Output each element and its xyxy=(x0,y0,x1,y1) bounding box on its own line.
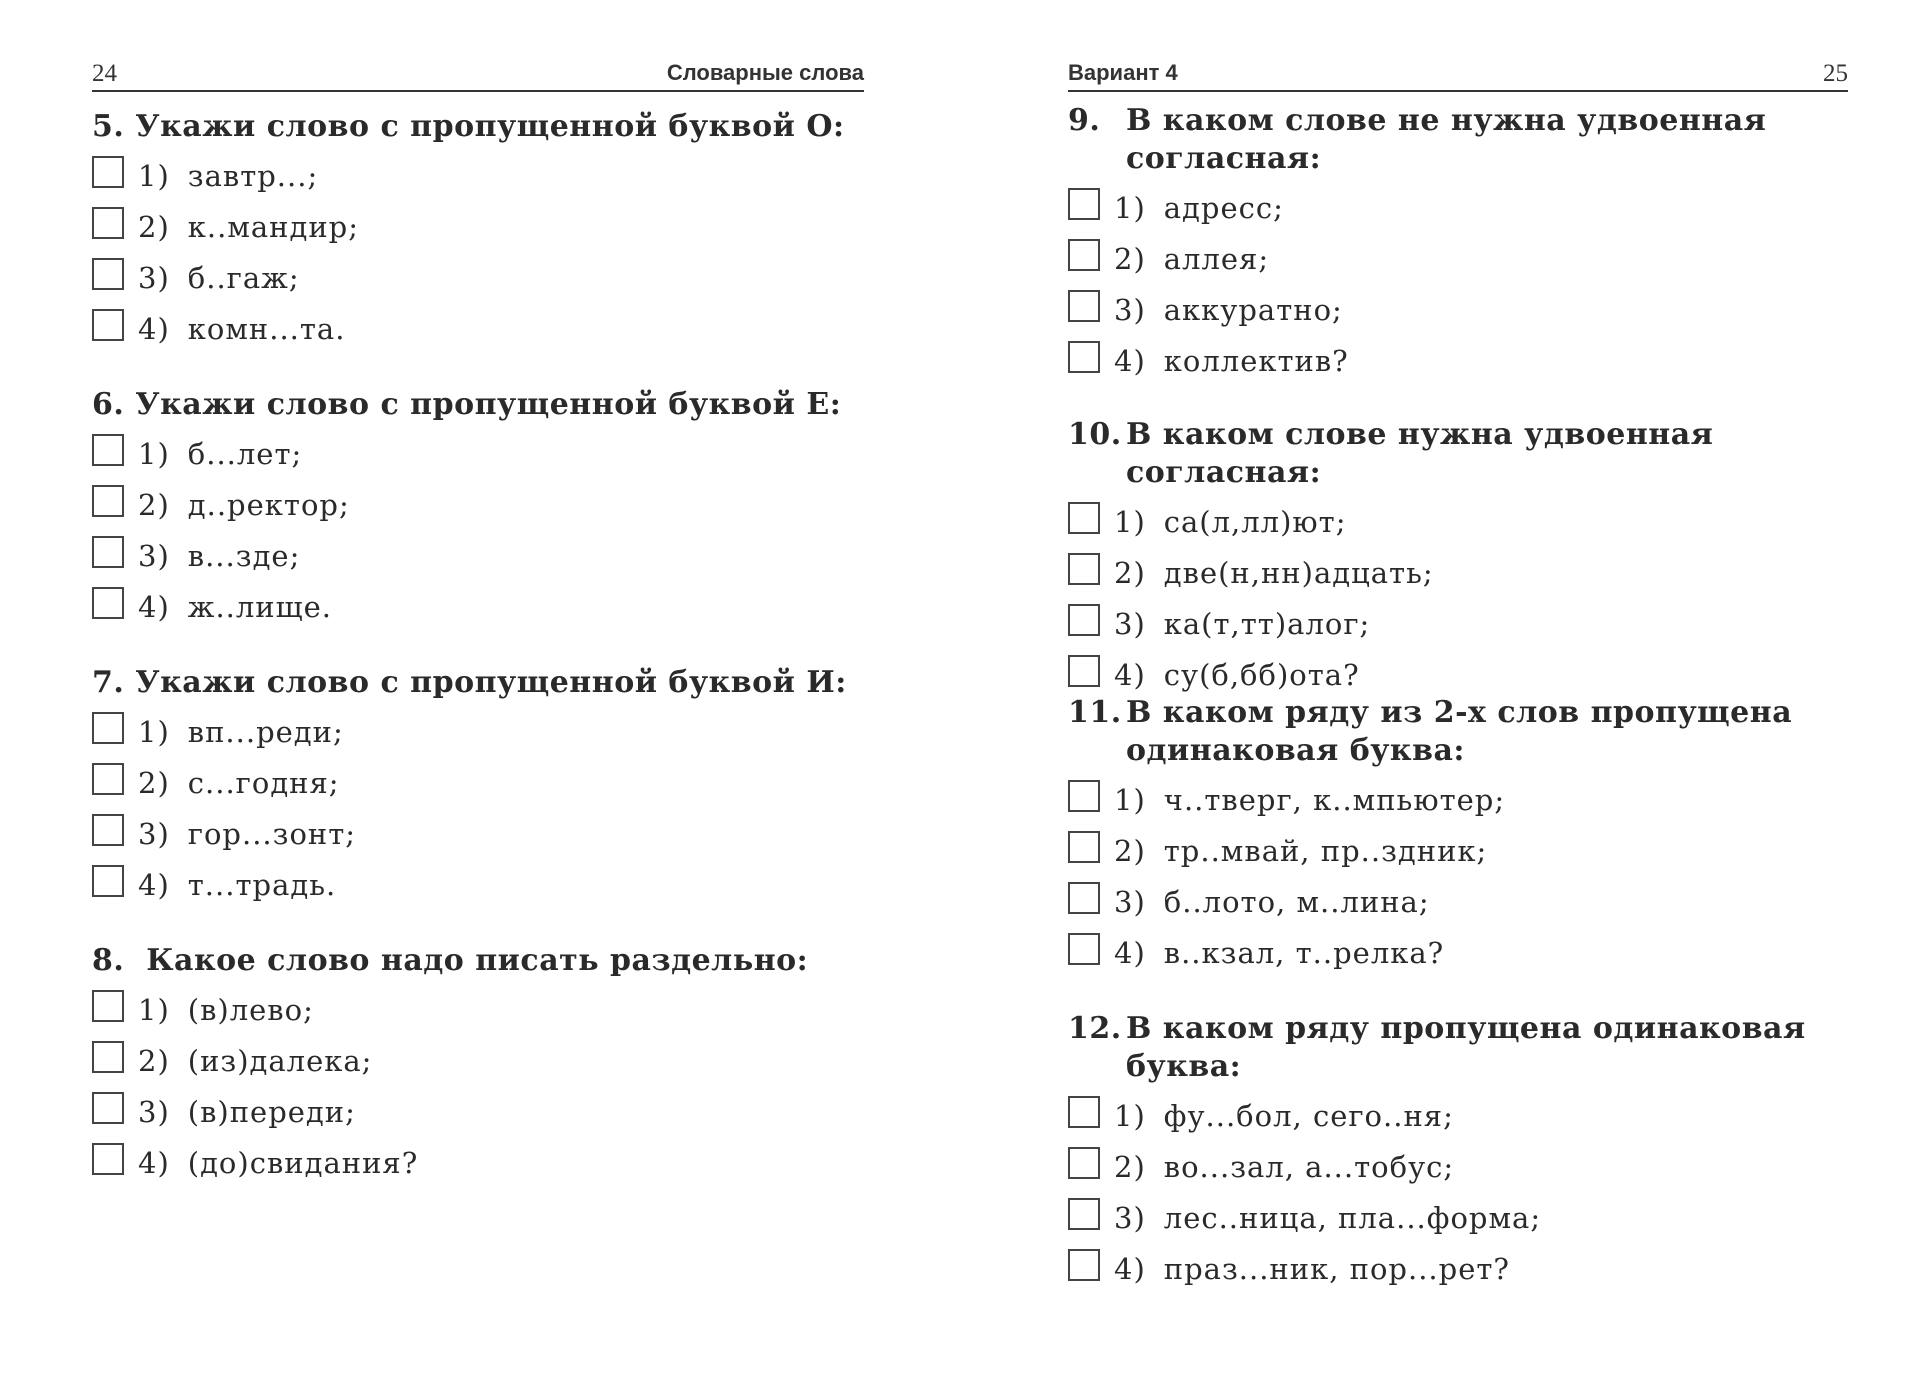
right-page xyxy=(1060,0,1926,1389)
answer-checkbox[interactable] xyxy=(92,156,124,188)
option-3[interactable]: 3) в...зде; xyxy=(92,530,892,581)
question-11 xyxy=(1068,694,1858,978)
answer-checkbox[interactable] xyxy=(92,309,124,341)
option-text: комн...та. xyxy=(187,311,346,346)
answer-checkbox[interactable] xyxy=(92,258,124,290)
question-12 xyxy=(1068,1010,1858,1294)
answer-checkbox[interactable] xyxy=(1068,655,1100,687)
option-1[interactable]: 1) завтр...; xyxy=(92,150,892,201)
option-4[interactable]: 4) комн...та. xyxy=(92,303,892,354)
question-title: 5. Укажи слово с пропущенной буквой О: xyxy=(92,109,845,144)
answer-checkbox[interactable] xyxy=(1068,290,1100,322)
option-text: т...традь. xyxy=(187,867,337,902)
option-text: адресс; xyxy=(1163,190,1284,225)
option-3[interactable]: 3) аккуратно; xyxy=(1068,284,1858,335)
question-number: 5. xyxy=(92,109,125,144)
left-page xyxy=(0,0,900,1389)
option-text: завтр...; xyxy=(187,158,319,193)
option-4[interactable]: 4) в..кзал, т..релка? xyxy=(1068,927,1858,978)
option-text: в..кзал, т..релка? xyxy=(1163,935,1445,970)
answer-checkbox[interactable] xyxy=(1068,341,1100,373)
answer-checkbox[interactable] xyxy=(1068,780,1100,812)
page-number: 24 xyxy=(92,60,117,87)
answer-checkbox[interactable] xyxy=(1068,553,1100,585)
option-text: б...лет; xyxy=(187,436,303,471)
answer-checkbox[interactable] xyxy=(1068,882,1100,914)
answer-checkbox[interactable] xyxy=(1068,933,1100,965)
answer-checkbox[interactable] xyxy=(92,207,124,239)
option-text: б..лото, м..лина; xyxy=(1163,884,1430,919)
option-1[interactable]: 1) са(л,лл)ют; xyxy=(1068,496,1858,547)
question-title: 9. В каком слове не нужна удвоенная согласная: xyxy=(1068,103,1767,176)
question-title: 8. Какое слово надо писать раздельно: xyxy=(92,943,809,978)
question-number: 8. xyxy=(92,943,125,978)
answer-checkbox[interactable] xyxy=(92,712,124,744)
question-5 xyxy=(92,108,892,354)
option-text: во...зал, а...тобус; xyxy=(1163,1149,1455,1184)
option-2[interactable]: 2) к..мандир; xyxy=(92,201,892,252)
question-8 xyxy=(92,942,892,1188)
option-2[interactable]: 2) аллея; xyxy=(1068,233,1858,284)
header-title: Вариант 4 xyxy=(1068,60,1178,85)
answer-checkbox[interactable] xyxy=(1068,604,1100,636)
question-title: 11. В каком ряду из 2-х слов пропущена одинаковая буква: xyxy=(1068,695,1793,768)
answer-checkbox[interactable] xyxy=(1068,239,1100,271)
option-text: с...годня; xyxy=(187,765,340,800)
option-text: (до)свидания? xyxy=(187,1145,419,1180)
option-text: ка(т,тт)алог; xyxy=(1163,606,1371,641)
option-text: к..мандир; xyxy=(187,209,360,244)
answer-checkbox[interactable] xyxy=(1068,1096,1100,1128)
question-7 xyxy=(92,664,892,910)
option-3[interactable]: 3) б..лото, м..лина; xyxy=(1068,876,1858,927)
answer-checkbox[interactable] xyxy=(92,434,124,466)
answer-checkbox[interactable] xyxy=(92,536,124,568)
option-text: аллея; xyxy=(1163,241,1270,276)
option-text: фу...бол, сего..ня; xyxy=(1163,1098,1454,1133)
page-number: 25 xyxy=(1823,60,1848,87)
answer-checkbox[interactable] xyxy=(92,814,124,846)
option-4[interactable]: 4) т...традь. xyxy=(92,859,892,910)
option-text: две(н,нн)адцать; xyxy=(1163,555,1434,590)
option-3[interactable]: 3) (в)переди; xyxy=(92,1086,892,1137)
option-1[interactable]: 1) фу...бол, сего..ня; xyxy=(1068,1090,1858,1141)
option-2[interactable]: 2) (из)далека; xyxy=(92,1035,892,1086)
question-title: 12. В каком ряду пропущена одинаковая буква: xyxy=(1068,1011,1806,1084)
answer-checkbox[interactable] xyxy=(1068,502,1100,534)
question-number: 9. xyxy=(1068,103,1101,138)
question-number: 7. xyxy=(92,665,125,700)
question-title: 7. Укажи слово с пропущенной буквой И: xyxy=(92,665,847,700)
page-header xyxy=(1068,52,1848,92)
option-2[interactable]: 2) тр..мвай, пр..здник; xyxy=(1068,825,1858,876)
option-text: гор...зонт; xyxy=(187,816,357,851)
option-2[interactable]: 2) д..ректор; xyxy=(92,479,892,530)
option-4[interactable]: 4) праз...ник, пор...рет? xyxy=(1068,1243,1858,1294)
option-3[interactable]: 3) гор...зонт; xyxy=(92,808,892,859)
option-text: (из)далека; xyxy=(187,1043,373,1078)
option-1[interactable]: 1) вп...реди; xyxy=(92,706,892,757)
answer-checkbox[interactable] xyxy=(92,865,124,897)
option-1[interactable]: 1) б...лет; xyxy=(92,428,892,479)
option-text: лес..ница, пла...форма; xyxy=(1163,1200,1542,1235)
answer-checkbox[interactable] xyxy=(92,990,124,1022)
option-2[interactable]: 2) с...годня; xyxy=(92,757,892,808)
option-4[interactable]: 4) (до)свидания? xyxy=(92,1137,892,1188)
option-text: ж..лище. xyxy=(187,589,332,624)
option-text: тр..мвай, пр..здник; xyxy=(1163,833,1488,868)
option-text: са(л,лл)ют; xyxy=(1163,504,1347,539)
option-1[interactable]: 1) (в)лево; xyxy=(92,984,892,1035)
option-text: в...зде; xyxy=(187,538,301,573)
answer-checkbox[interactable] xyxy=(92,1092,124,1124)
question-title: 6. Укажи слово с пропущенной буквой Е: xyxy=(92,387,842,422)
option-1[interactable]: 1) адресс; xyxy=(1068,182,1858,233)
option-3[interactable]: 3) б..гаж; xyxy=(92,252,892,303)
question-10 xyxy=(1068,416,1858,700)
option-text: су(б,бб)ота? xyxy=(1163,657,1360,692)
answer-checkbox[interactable] xyxy=(1068,1198,1100,1230)
option-text: праз...ник, пор...рет? xyxy=(1163,1251,1510,1286)
answer-checkbox[interactable] xyxy=(92,1041,124,1073)
option-4[interactable]: 4) су(б,бб)ота? xyxy=(1068,649,1858,700)
option-text: аккуратно; xyxy=(1163,292,1343,327)
option-text: (в)переди; xyxy=(187,1094,356,1129)
answer-checkbox[interactable] xyxy=(92,763,124,795)
question-number: 6. xyxy=(92,387,125,422)
answer-checkbox[interactable] xyxy=(1068,1147,1100,1179)
option-text: д..ректор; xyxy=(187,487,350,522)
question-9 xyxy=(1068,102,1858,386)
option-4[interactable]: 4) ж..лище. xyxy=(92,581,892,632)
option-1[interactable]: 1) ч..тверг, к..мпьютер; xyxy=(1068,774,1858,825)
page-header xyxy=(92,52,864,92)
option-text: (в)лево; xyxy=(187,992,314,1027)
answer-checkbox[interactable] xyxy=(92,1143,124,1175)
answer-checkbox[interactable] xyxy=(1068,831,1100,863)
question-6 xyxy=(92,386,892,632)
answer-checkbox[interactable] xyxy=(1068,1249,1100,1281)
answer-checkbox[interactable] xyxy=(1068,188,1100,220)
option-text: коллектив? xyxy=(1163,343,1349,378)
option-text: ч..тверг, к..мпьютер; xyxy=(1163,782,1506,817)
question-title: 10. В каком слове нужна удвоенная согласная: xyxy=(1068,417,1714,490)
question-number: 10. xyxy=(1068,417,1122,452)
option-3[interactable]: 3) ка(т,тт)алог; xyxy=(1068,598,1858,649)
question-number: 12. xyxy=(1068,1011,1122,1046)
option-2[interactable]: 2) две(н,нн)адцать; xyxy=(1068,547,1858,598)
option-3[interactable]: 3) лес..ница, пла...форма; xyxy=(1068,1192,1858,1243)
question-number: 11. xyxy=(1068,695,1122,730)
option-text: вп...реди; xyxy=(187,714,344,749)
answer-checkbox[interactable] xyxy=(92,485,124,517)
header-title: Словарные слова xyxy=(666,60,864,85)
answer-checkbox[interactable] xyxy=(92,587,124,619)
option-2[interactable]: 2) во...зал, а...тобус; xyxy=(1068,1141,1858,1192)
option-4[interactable]: 4) коллектив? xyxy=(1068,335,1858,386)
option-text: б..гаж; xyxy=(187,260,300,295)
